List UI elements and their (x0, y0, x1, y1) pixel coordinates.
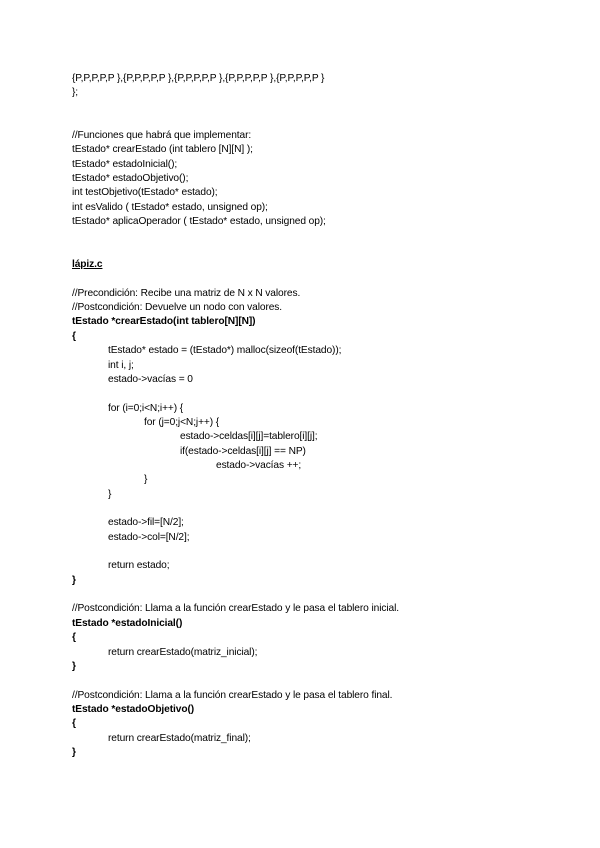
comment-line: //Funciones que habrá que implementar: (72, 129, 252, 141)
code-line: estado->fil=[N/2]; (108, 517, 184, 529)
comment-line: //Postcondición: Devuelve un nodo con valores. (72, 302, 283, 314)
code-line: if(estado->celdas[i][j] == NP) (180, 445, 306, 457)
code-line: tEstado* estado = (tEstado*) malloc(sizeof(tEstado)); (108, 345, 342, 357)
code-line: tEstado* aplicaOperador ( tEstado* estado, unsigned op); (72, 216, 326, 227)
code-line: tEstado *estadoInicial() (72, 617, 183, 629)
comment-line: //Postcondición: Llama a la función crearEstado y le pasa el tablero final. (72, 689, 393, 701)
code-line: } (72, 746, 76, 758)
code-line: {P,P,P,P,P },{P,P,P,P,P },{P,P,P,P,P },{P,P,P,P,P },{P,P,P,P,P } (72, 72, 325, 84)
comment-line: //Postcondición: Llama a la función crearEstado y le pasa el tablero inicial. (72, 603, 399, 615)
code-line: tEstado *estadoObjetivo() (72, 703, 195, 715)
code-line: } (144, 474, 148, 486)
code-line: { (72, 632, 76, 644)
code-line: { (72, 718, 76, 730)
code-line: tEstado* estadoObjetivo(); (72, 172, 189, 184)
code-line: } (108, 488, 112, 500)
code-line: estado->celdas[i][j]=tablero[i][j]; (180, 431, 318, 443)
comment-line: //Precondición: Recibe una matriz de N x N valores. (72, 287, 301, 299)
file-heading: lápiz.c (72, 259, 103, 271)
code-line: int i, j; (108, 359, 134, 371)
code-line: int esValido ( tEstado* estado, unsigned op); (72, 201, 268, 213)
code-line: tEstado* estadoInicial(); (72, 158, 178, 170)
code-line: for (i=0;i<N;i++) { (108, 402, 184, 414)
code-line: estado->col=[N/2]; (108, 531, 190, 543)
code-line: { (72, 330, 76, 342)
code-line: int testObjetivo(tEstado* estado); (72, 187, 218, 199)
code-line: tEstado *crearEstado(int tablero[N][N]) (72, 316, 256, 328)
code-line: tEstado* crearEstado (int tablero [N][N] ); (72, 144, 253, 156)
code-line: }; (72, 86, 79, 98)
code-line: return estado; (108, 560, 170, 572)
code-line: estado->vacías = 0 (108, 373, 193, 385)
code-line: return crearEstado(matriz_final); (108, 732, 251, 744)
code-line: } (72, 574, 76, 586)
code-line: for (j=0;j<N;j++) { (144, 416, 220, 428)
code-line: estado->vacías ++; (216, 459, 302, 471)
code-line: } (72, 660, 76, 672)
code-line: return crearEstado(matriz_inicial); (108, 646, 258, 658)
